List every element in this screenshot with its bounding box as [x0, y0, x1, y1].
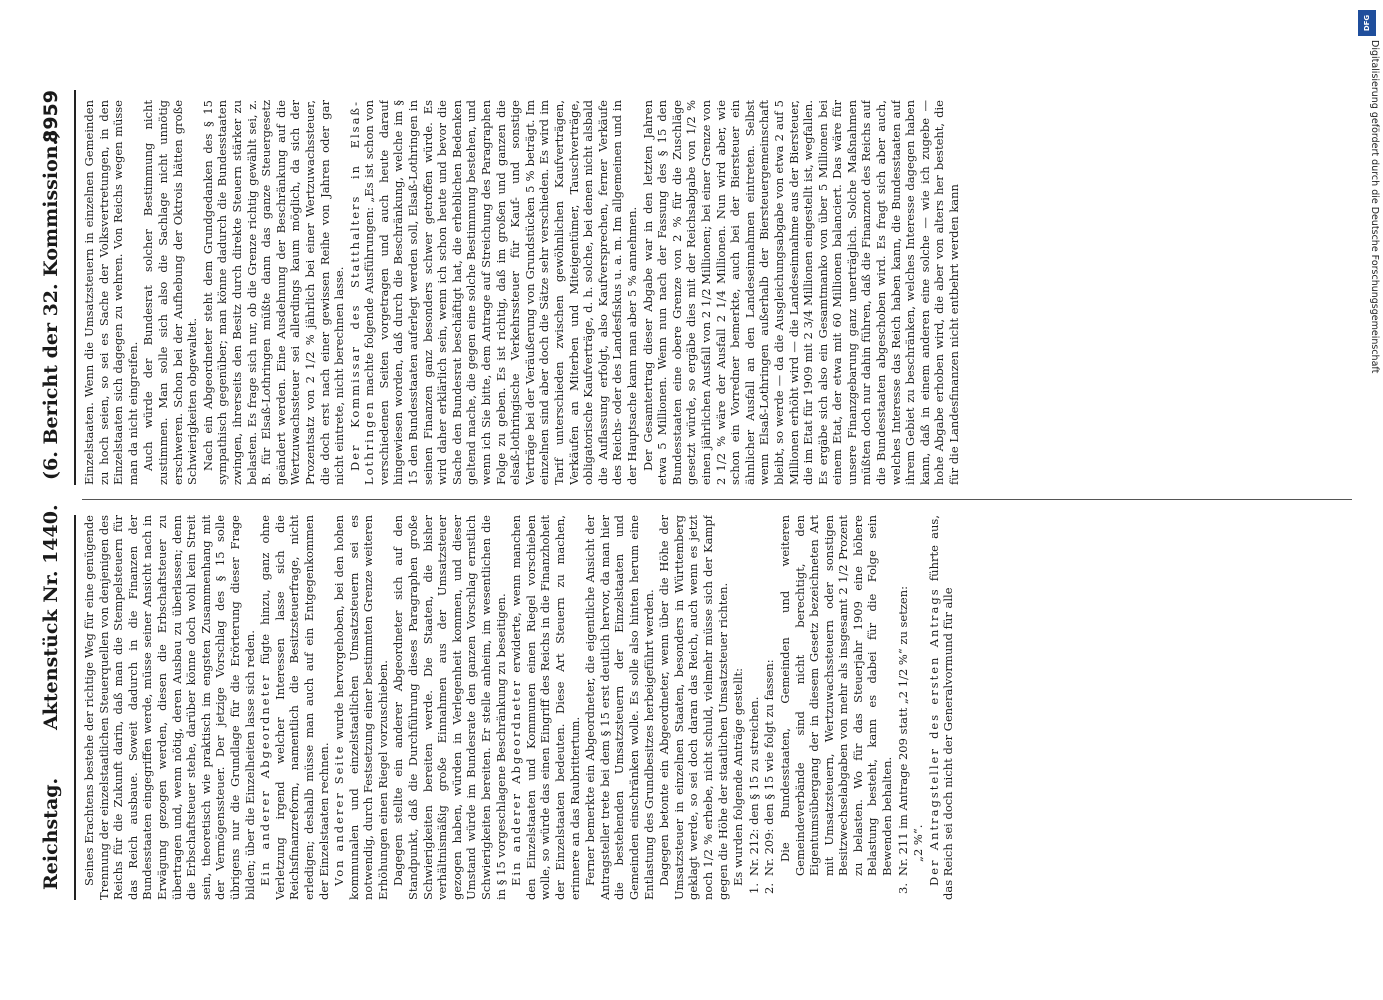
item-text: Nr. 209: den § 15 wie folgt zu fassen: — [762, 659, 777, 876]
paragraph — [332, 515, 390, 900]
header-reichstag: Reichstag. — [40, 777, 62, 890]
paragraph-text: erwiderte, wenn manchen den Einzelstaaten und Kommunen einen Riegel vorschieben wolle, so würde das einen Eingriff des Reichs in die Finanzhoheit der Einzelstaaten bedeuten. Diese Art Steuern zu machen, erinnere an das Raubrittertum. — [509, 515, 582, 900]
speaker-label: Von anderer Seite — [332, 744, 347, 886]
paragraph: Der Gesamtertrag dieser Abgabe war in den letzten Jahren etwa 5 Millionen. Wenn nun nach der Fassung des § 15 den Bundesstaaten eine obere Grenze von 2 % für die Zuschläge gesetzt würde, so ergäbe dies mit der Reichsabgabe von 1/2 % einen jährlichen Ausfall von 2 1/2 Millionen; bei einer Grenze von 2 1/2 % wäre der Ausfall 2 1/4 Millionen. Nun wird aber, wie schon ein Vorredner bemerkte, auch bei der Biersteuer ein ähnlicher Ausfall an den Landeseinnahmen eintreten. Selbst wenn Elsaß-Lothringen außerhalb der Biersteuergemeinschaft bleibt, so werde — da die Ausgleichungsabgabe von etwa 2 auf 5 Millionen erhöht wird — die Landeseinnahme aus der Biersteuer, die im Etat für 1909 mit 2 3/4 Millionen eingestellt ist, wegfallen. Es ergäbe sich also ein Gesamtmanko von über 5 Millionen bei einem Etat, der etwa mit 60 Millionen balanciert. Das wäre für unsere Finanzgebarung ganz unerträglich. Solche Maßnahmen müßten doch nur dahin führen, daß die Finanznot des Reichs auf die Bundesstaaten abgeschoben wird. Es fragt sich aber auch, welches Interesse das Reich haben kann, die Bundesstaaten auf ihrem Gebiet zu beschränken, welches Interesse dagegen haben kann, daß in einem anderen eine solche — wie ich zugebe — hohe Abgabe erhoben wird, die aber von alters her besteht, die für die Landesfinanzen nicht entbehrt werden kann — [640, 100, 962, 485]
paragraph-text: führte aus, das Reich sei doch nicht der Generalvormund für alle — [926, 515, 956, 900]
speaker-label: Ein anderer Abgeordneter — [258, 673, 273, 886]
text-column-right — [82, 100, 1352, 485]
column-divider — [82, 499, 1352, 500]
header-right — [40, 90, 70, 480]
item-number: 1. — [746, 883, 761, 894]
paragraph: Dagegen betonte ein Abgeordneter, wenn über die Höhe der Umsatzsteuer in einzelnen Staaten, besonders in Württemberg geklagt werde, so sei doch daran das Reich, auch wenn es jetzt noch 1/2 % erhebe, nicht schuld, vielmehr müsse sich der Kampf gegen die Höhe der staatlichen Umsatzsteuer richten. — [657, 515, 730, 900]
paragraph — [258, 515, 331, 900]
paragraph-text: wurde hervorgehoben, bei den hohen kommunalen und einzelstaatlichen Umsatzsteuern sei es notwendig, durch Festsetzung einer bestimmten Grenze weiteren Erhöhungen einen Riegel vorzuschieben. — [332, 515, 390, 900]
motion-item — [747, 515, 762, 900]
text-column-left — [82, 515, 1352, 900]
header-rule-right — [74, 90, 76, 485]
paragraph: Einzelstaaten. Wenn die Umsatzsteuern in einzelnen Gemeinden zu hoch seien, so sei es Sache der Volksvertretungen, in den Einzelstaaten sich dagegen zu wehren. Von Reichs wegen müsse man da nicht eingreifen. — [82, 100, 140, 485]
header-rule-left — [74, 515, 76, 900]
item-text: Nr. 211 im Antrage 209 statt „2 1/2 %“ zu setzen: — [895, 586, 910, 876]
item-number: 3. — [895, 883, 910, 894]
dfg-logo-text: DFG — [1363, 14, 1371, 32]
motion-text: Die Bundesstaaten, Gemeinden und weiteren Gemeindeverbände sind nicht berechtigt, den Eigentumsübergang der in diesem Gesetz bezeichneten Art mit Umsatzsteuern, Wertzuwachssteuern oder sonstigen Besitzwechselabgaben von mehr als insgesamt 2 1/2 Prozent zu belasten. Wo für das Steuerjahr 1909 eine höhere Belastung besteht, kann es dabei für die Folge sein Bewenden behalten. — [777, 515, 895, 876]
paragraph: Nach ein Abgeordneter steht dem Grundgedanken des § 15 sympathisch gegenüber; man könne dadurch die Bundesstaaten zwingen, ihrerseits den Besitz durch direkte Steuern stärker zu belasten. Es frage sich nur, ob die Grenze richtig gewählt sei, z. B. für Elsaß-Lothringen müßte dann das ganze Steuergesetz geändert werden. Eine Ausdehnung der Beschränkung auf die Wertzuwachssteuer sei allerdings kaum möglich, da sich der Prozentsatz von 2 1/2 % jährlich bei einer Wertzuwachssteuer, die doch erst nach einer gewissen Reihe von Jahren oder gar nicht eintrete, nicht berechnen lasse. — [200, 100, 347, 485]
speaker-label: Ein anderer Abgeordneter — [509, 679, 524, 886]
page-number: 8959 — [40, 90, 62, 143]
motion-value: „2 %“. — [911, 824, 926, 862]
paragraph-text: machte folgende Ausführungen: „Es ist schon von verschiedenen Seiten vorgetragen und auch heute darauf hingewiesen worden, daß durch die Beschränkung, welche im § 15 den Bundesstaaten auferlegt werden soll, Elsaß-Lothringen in seinen Finanzen ganz besonders schwer getroffen würde. Es wird daher erklärlich sein, wenn ich schon heute und bevor die Sache den Bundesrat beschäftigt hat, die erheblichen Bedenken geltend mache, die gegen eine solche Bestimmung bestehen, und wenn ich Sie bitte, dem Antrage auf Streichung des Paragraphen Folge zu geben. Es ist richtig, daß im großen und ganzen die elsaß-lothringische Verkehrssteuer für Kauf- und sonstige Verträge bei der Veräußerung von Grundstücken 5 % beträgt. Im einzelnen sind aber doch die Sätze sehr verschieden. Es wird im Tarif unterschieden zwischen gewöhnlichen Kaufverträgen, Verkäufen an Miterben und Miteigentümer, Tauschverträge, obligatorische Kaufverträge, d. h. solche, bei denen nicht alsbald die Auflassung erfolgt, also Kaufversprechen, ferner Verkäufe des Reichs- oder des Landesfiskus u. a. m. Im allgemeinen und in der Hauptsache kann man aber 5 % annehmen. — [362, 100, 639, 485]
paragraph: Es wurden folgende Anträge gestellt: — [731, 667, 746, 886]
speaker-label: Der Kommissar des Statthalters in Elsaß-Lothringen — [347, 100, 377, 485]
paragraph — [509, 515, 582, 900]
item-text: Nr. 212: den § 15 zu streichen. — [746, 696, 761, 876]
motion-item — [896, 515, 911, 900]
paragraph: Dagegen stellte ein anderer Abgeordneter sich auf den Standpunkt, daß die Durchführung dieses Paragraphen große Schwierigkeiten bereiten werde. Die Staaten, die bisher verhältnismäßig große Einnahmen aus der Umsatzsteuer gezogen haben, würden in Verlegenheit kommen, und dieser Umstand würde im Bundesrate den ganzen Vorschlag ernstlich Schwierigkeiten bereiten. Er stelle anheim, im wesentlichen die in § 15 vorgeschlagene Beschränkung zu beseitigen. — [391, 515, 508, 900]
motion-item — [762, 515, 777, 900]
speaker-label: Der Antragsteller des ersten Antrags — [926, 587, 941, 886]
digitization-attribution: Digitalisierung gefördert durch die Deutsche Forschungsgemeinschaft — [1369, 40, 1380, 374]
header-bericht: (6. Bericht der 32. Kommission.) — [40, 129, 62, 480]
paragraph — [348, 100, 640, 485]
paragraph: Seines Erachtens bestehe der richtige Weg für eine genügende Trennung der einzelstaatlichen Steuerquellen von denjenigen des Reichs für die Zukunft darin, daß man die Stempelsteuern für das Reich ausbaue. Soweit dadurch in die Finanzen der Bundesstaaten eingegriffen werde, müsse seiner Ansicht nach in Erwägung gezogen werden, diesen die Erbschaftsteuer zu übertragen und, wenn nötig, deren Ausbau zu überlassen; denn die Erbschaftsteuer stehe, darüber könne doch wohl kein Streit sein, theoretisch wie praktisch im engsten Zusammenhang mit der Vermögenssteuer. Der jetzige Vorschlag des § 15 solle übrigens nur die Grundlage für die Erörterung dieser Frage bilden; über die Einzelheiten lasse sich reden. — [82, 515, 257, 900]
paragraph: Auch würde der Bundesrat solcher Bestimmung nicht zustimmen. Man solle sich also die Sachlage nicht unnötig erschweren. Schon bei der Aufhebung der Oktrois hätten große Schwierigkeiten obgewaltet. — [141, 100, 200, 485]
header-aktenstueck: Aktenstück Nr. 1440. — [40, 504, 62, 730]
paragraph-text: fügte hinzu, ganz ohne Verletzung irgend welcher Interessen lasse sich die Reichsfinanzreform, namentlich die Besitzsteuerfrage, nicht erledigen; deshalb müsse man auch auf ein Entgegenkommen der Einzelstaaten rechnen. — [258, 515, 331, 900]
paragraph: Ferner bemerkte ein Abgeordneter, die eigentliche Ansicht der Antragsteller trete bei dem § 15 erst deutlich hervor, da man hier die bestehenden Umsatzsteuern der Einzelstaaten und Gemeinden einschränken wolle. Es solle also hinten herum eine Entlastung des Grundbesitzes herbeigeführt werden. — [583, 515, 656, 900]
paragraph — [927, 515, 956, 900]
header-left — [40, 504, 70, 890]
dfg-logo — [1358, 10, 1376, 36]
item-number: 2. — [762, 883, 777, 894]
